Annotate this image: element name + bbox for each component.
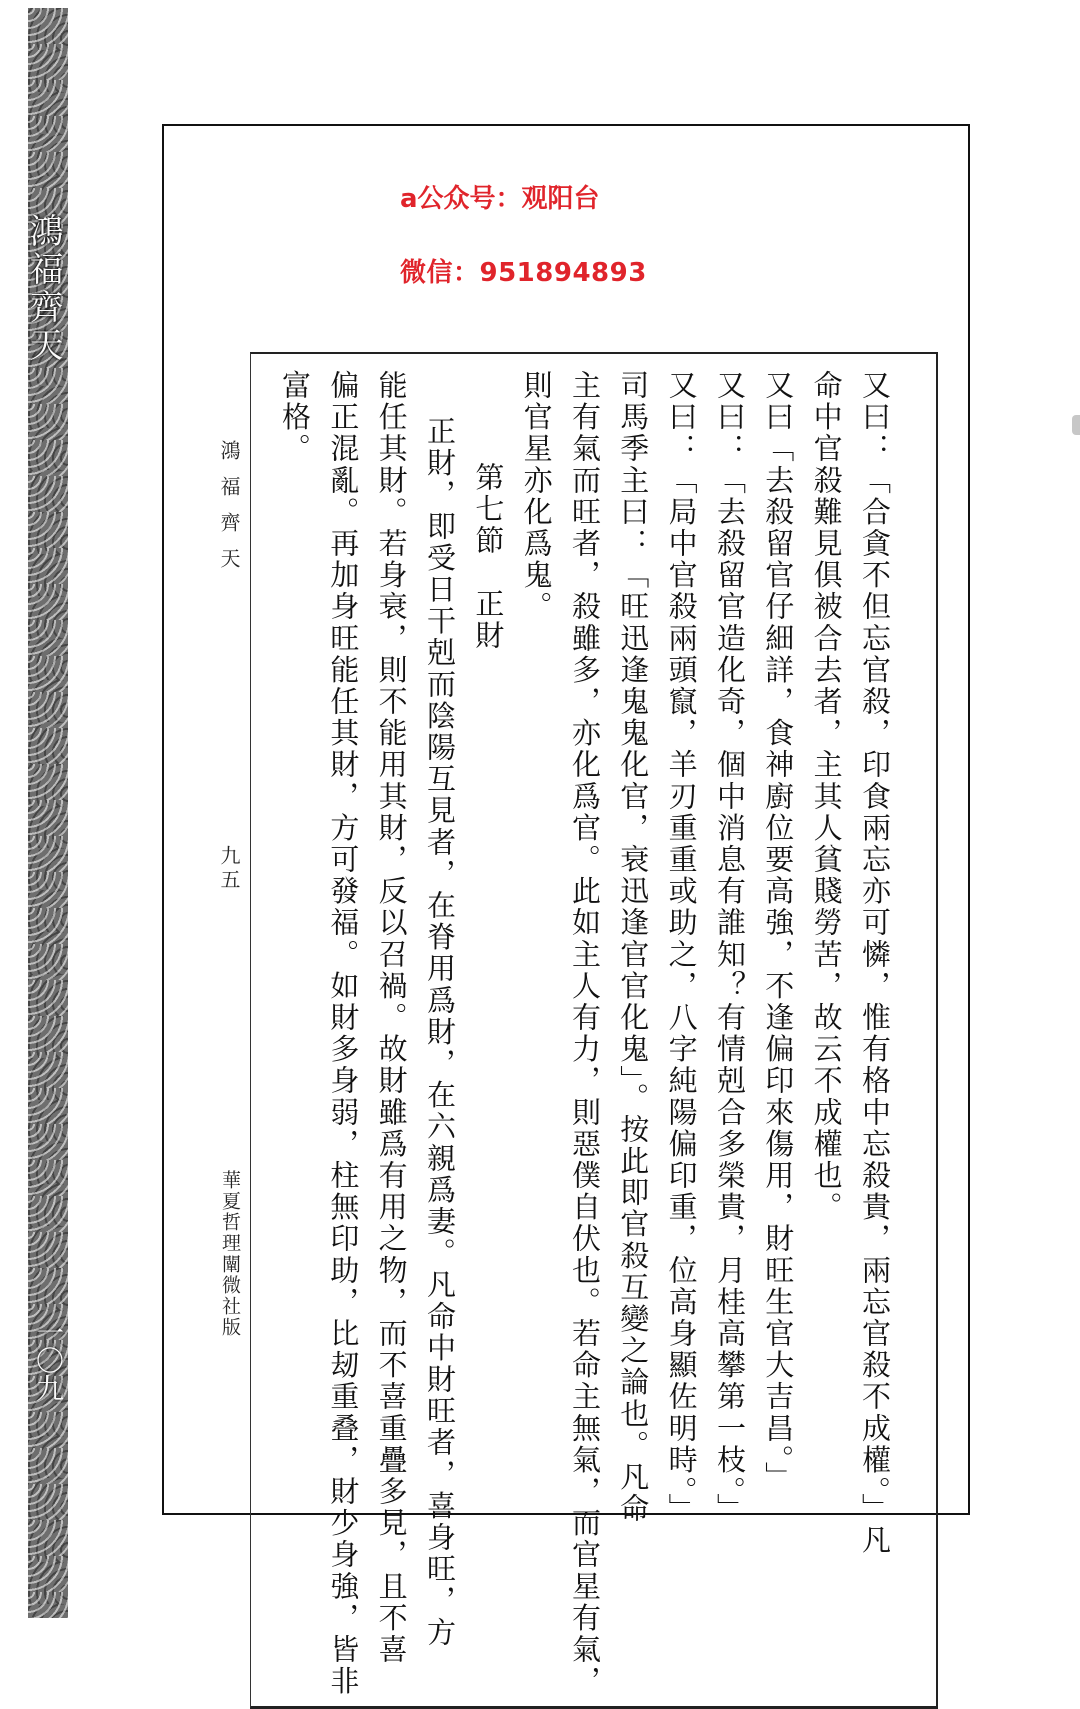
watermark-line-1: a公众号：观阳台 [400,184,600,214]
text-column: 偏正混亂。再加身旺能任其財，方可發福。如財多身弱，柱無印助，比刼重叠，財少身強，皆非 [326,370,361,1698]
text-column: 又曰：「局中官殺兩頭竄，羊刃重重或助之，八字純陽偏印重，位高身顯佐明時。」 [664,370,699,1525]
scrollbar-handle[interactable] [1072,415,1080,435]
watermark-line-2: 微信：951894893 [400,258,647,288]
publisher-imprint: 華夏哲理闡微社版 [219,1170,241,1338]
text-column: 能任其財。若身衰，則不能用其財，反以召禍。故財雖爲有用之物，而不喜重疊多見，且不喜 [374,370,409,1666]
text-column: 主有氣而旺者，殺雖多，亦化爲官。此如主人有力，則惡僕自伏也。若命主無氣，而官星有氣， [567,370,602,1698]
spine-page-number: 一〇九 [32,1318,65,1402]
section-heading: 第七節 正財 [471,462,506,652]
text-column: 則官星亦化爲鬼。 [519,370,554,623]
vertical-text-body [272,370,898,1700]
spine-book-title: 鴻福齊天 [23,213,63,365]
text-column: 命中官殺難見俱被合去者，主其人貧賤勞苦，故云不成權也。 [809,370,844,1224]
text-column: 正財，即受日干剋而陰陽互見者，在脊用爲財，在六親爲妻。凡命中財旺者，喜身旺，方 [422,416,457,1649]
text-column: 又曰「去殺留官仔細詳，食神廚位要高強，不逢偏印來傷用，財旺生官大吉昌。」 [761,370,796,1494]
running-head: 鴻福齊天 [217,440,241,584]
text-column: 司馬季主曰：「旺迅逢鬼鬼化官，衰迅逢官官化鬼」。按此即官殺互變之論也。凡命 [616,370,651,1525]
folio-page-number: 九五 [217,845,241,893]
text-column: 富格。 [278,370,312,465]
text-column: 又曰：「合貪不但忘官殺，印食兩忘亦可憐，惟有格中忘殺貴，兩忘官殺不成權。」凡 [857,370,892,1557]
decorative-spine-band [23,8,68,1618]
text-column: 又曰：「去殺留官造化奇，個中消息有誰知？有情剋合多榮貴，月桂高攀第一枝。」 [712,370,747,1525]
